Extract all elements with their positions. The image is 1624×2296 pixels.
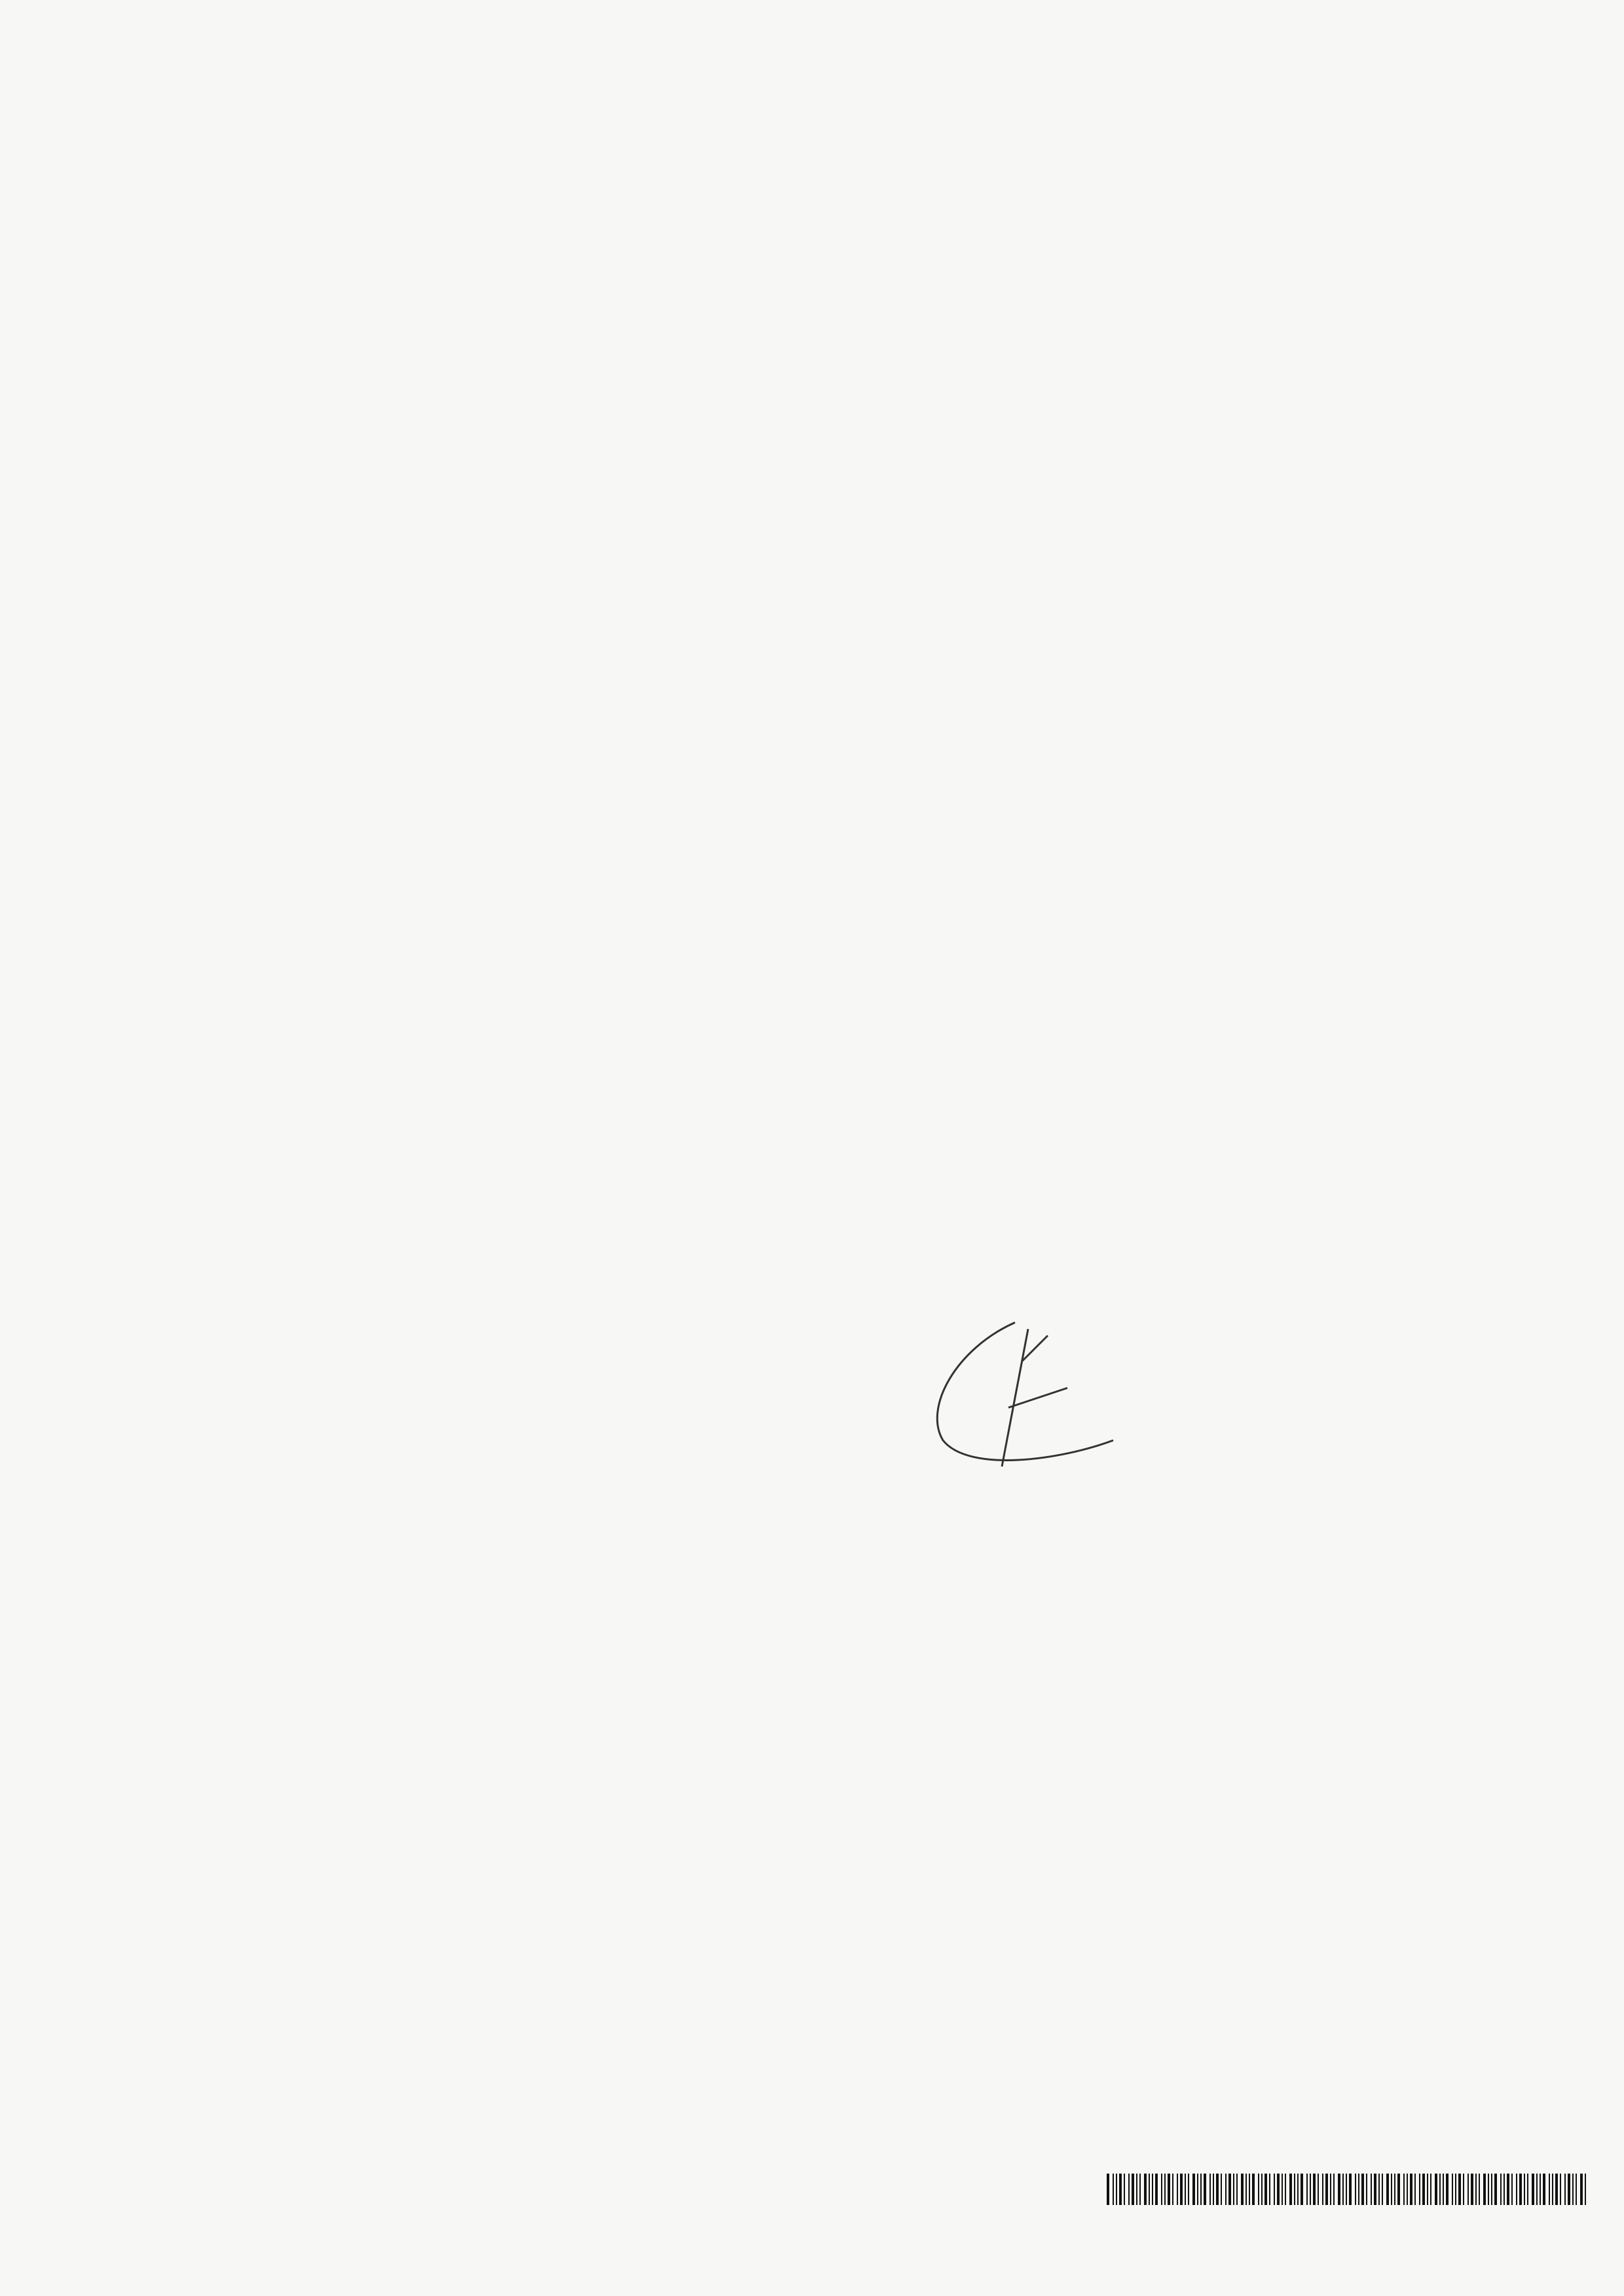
barcode-bar <box>1467 2174 1469 2205</box>
barcode-bar <box>1576 2174 1577 2205</box>
barcode-bar <box>1414 2174 1416 2205</box>
barcode-bar <box>1443 2174 1444 2205</box>
barcode-bar <box>1274 2174 1275 2205</box>
barcode-bar <box>1204 2174 1206 2205</box>
barcode-bar <box>1113 2174 1114 2205</box>
barcode-bar <box>1475 2174 1477 2205</box>
barcode-bar <box>1391 2174 1392 2205</box>
barcode-bar <box>1371 2174 1372 2205</box>
paragraph <box>282 317 1598 348</box>
barcode-bar <box>1540 2174 1541 2205</box>
approval-line <box>282 1984 1329 2036</box>
barcode-bar <box>1410 2174 1412 2205</box>
barcode-bar <box>1524 2174 1525 2205</box>
barcode-bar <box>1519 2174 1522 2205</box>
barcode-bar <box>1500 2174 1502 2205</box>
barcode-bar <box>1378 2174 1380 2205</box>
barcode-bar <box>1285 2174 1286 2205</box>
barcode-bar <box>1330 2174 1331 2205</box>
barcode-bar <box>1555 2174 1558 2205</box>
barcode-bar <box>1136 2174 1137 2205</box>
approval-line <box>282 2088 1329 2141</box>
barcode-bar <box>1568 2174 1570 2205</box>
barcode-bar <box>1342 2174 1344 2205</box>
barcode-bar <box>1386 2174 1389 2205</box>
barcode-bar <box>1164 2174 1166 2205</box>
barcode-bar <box>1246 2174 1247 2205</box>
barcode-bar <box>1394 2174 1395 2205</box>
paragraph <box>282 348 1598 378</box>
barcode-bar <box>1132 2174 1134 2205</box>
barcode-bar <box>1261 2174 1263 2205</box>
barcode-bar <box>1200 2174 1202 2205</box>
barcode-bar <box>1516 2174 1517 2205</box>
barcode-bar <box>1349 2174 1352 2205</box>
barcode-bar <box>1338 2174 1340 2205</box>
barcode-bar <box>1560 2174 1561 2205</box>
barcode-bar <box>1209 2174 1211 2205</box>
barcode-bar <box>1549 2174 1550 2205</box>
barcode-bar <box>1258 2174 1259 2205</box>
barcode-bar <box>1221 2174 1222 2205</box>
barcode-bar <box>1488 2174 1489 2205</box>
barcode-bar <box>1355 2174 1356 2205</box>
barcode-bar <box>1439 2174 1441 2205</box>
barcode-icon <box>1107 2174 1588 2205</box>
barcode-bar <box>1313 2174 1316 2205</box>
barcode-bar <box>1289 2174 1292 2205</box>
barcode-bar <box>1152 2174 1153 2205</box>
barcode-bar <box>1241 2174 1244 2205</box>
barcode-bar <box>1564 2174 1566 2205</box>
barcode-bar <box>1264 2174 1267 2205</box>
barcode-bar <box>1213 2174 1214 2205</box>
barcode-bar <box>1252 2174 1255 2205</box>
barcode-bar <box>1419 2174 1420 2205</box>
barcode-bar <box>1144 2174 1147 2205</box>
barcode-bar <box>1216 2174 1219 2205</box>
barcode-bar <box>1463 2174 1464 2205</box>
barcode-bar <box>1228 2174 1231 2205</box>
barcode-bar <box>1382 2174 1383 2205</box>
barcode-bar <box>1471 2174 1473 2205</box>
barcode-bar <box>1374 2174 1376 2205</box>
barcode-bar <box>1277 2174 1280 2205</box>
barcode-bar <box>1494 2174 1497 2205</box>
barcode-bar <box>1511 2174 1513 2205</box>
barcode-bar <box>1322 2174 1323 2205</box>
barcode-bar <box>1188 2174 1189 2205</box>
barcode-bar <box>1297 2174 1299 2205</box>
barcode-bar <box>1325 2174 1328 2205</box>
barcode-bar <box>1527 2174 1528 2205</box>
notice-body <box>282 255 1598 471</box>
barcode-bar <box>1107 2174 1109 2205</box>
approval-line <box>282 2036 1329 2088</box>
barcode-bar <box>1504 2174 1505 2205</box>
paragraph <box>282 440 1598 471</box>
barcode-bar <box>1452 2174 1453 2205</box>
barcode-bar <box>1346 2174 1347 2205</box>
barcode-bar <box>1536 2174 1538 2205</box>
barcode-bar <box>1552 2174 1553 2205</box>
barcode-bar <box>1407 2174 1408 2205</box>
paragraph <box>282 409 1598 440</box>
barcode-bar <box>1507 2174 1509 2205</box>
barcode-bar <box>1455 2174 1456 2205</box>
barcode-bar <box>1580 2174 1583 2205</box>
barcode-bar <box>1233 2174 1234 2205</box>
barcode-bar <box>1458 2174 1461 2205</box>
barcode-bar <box>1149 2174 1150 2205</box>
barcode-bar <box>1119 2174 1122 2205</box>
barcode-bar <box>1161 2174 1162 2205</box>
handwritten-signature-icon <box>917 1309 1133 1486</box>
paragraph <box>282 255 1598 286</box>
barcode-bar <box>1430 2174 1431 2205</box>
barcode-bar <box>1403 2174 1405 2205</box>
barcode-bar <box>1358 2174 1359 2205</box>
barcode-bar <box>1491 2174 1492 2205</box>
barcode-bar <box>1301 2174 1303 2205</box>
barcode-bar <box>1585 2174 1586 2205</box>
barcode-bar <box>1366 2174 1367 2205</box>
barcode <box>1107 2174 1588 2259</box>
barcode-bar <box>1397 2174 1400 2205</box>
barcode-bar <box>1172 2174 1173 2205</box>
barcode-bar <box>1310 2174 1311 2205</box>
barcode-bar <box>1225 2174 1227 2205</box>
barcode-bar <box>1249 2174 1250 2205</box>
approval-line <box>282 1931 1329 1984</box>
barcode-bar <box>1422 2174 1425 2205</box>
barcode-bar <box>1318 2174 1319 2205</box>
barcode-bar <box>1236 2174 1238 2205</box>
barcode-bar <box>1427 2174 1428 2205</box>
paragraph <box>282 378 1598 409</box>
barcode-bar <box>1572 2174 1574 2205</box>
barcode-bar <box>1180 2174 1183 2205</box>
barcode-bar <box>1128 2174 1130 2205</box>
barcode-bar <box>1543 2174 1545 2205</box>
barcode-bar <box>1155 2174 1158 2205</box>
barcode-bar <box>1116 2174 1117 2205</box>
barcode-bar <box>1124 2174 1125 2205</box>
barcode-bar <box>1197 2174 1198 2205</box>
barcode-bar <box>1306 2174 1308 2205</box>
barcode-bar <box>1139 2174 1141 2205</box>
barcode-bar <box>1294 2174 1295 2205</box>
paragraph <box>282 286 1598 317</box>
barcode-bar <box>1168 2174 1170 2205</box>
barcode-bar <box>1479 2174 1480 2205</box>
barcode-bar <box>1177 2174 1178 2205</box>
barcode-bar <box>1333 2174 1335 2205</box>
barcode-bar <box>1185 2174 1186 2205</box>
barcode-bar <box>1269 2174 1270 2205</box>
barcode-bar <box>1361 2174 1364 2205</box>
barcode-bar <box>1282 2174 1283 2205</box>
barcode-bar <box>1483 2174 1486 2205</box>
barcode-bar <box>1532 2174 1534 2205</box>
barcode-bar <box>1192 2174 1195 2205</box>
barcode-bar <box>1435 2174 1437 2205</box>
barcode-bar <box>1446 2174 1449 2205</box>
